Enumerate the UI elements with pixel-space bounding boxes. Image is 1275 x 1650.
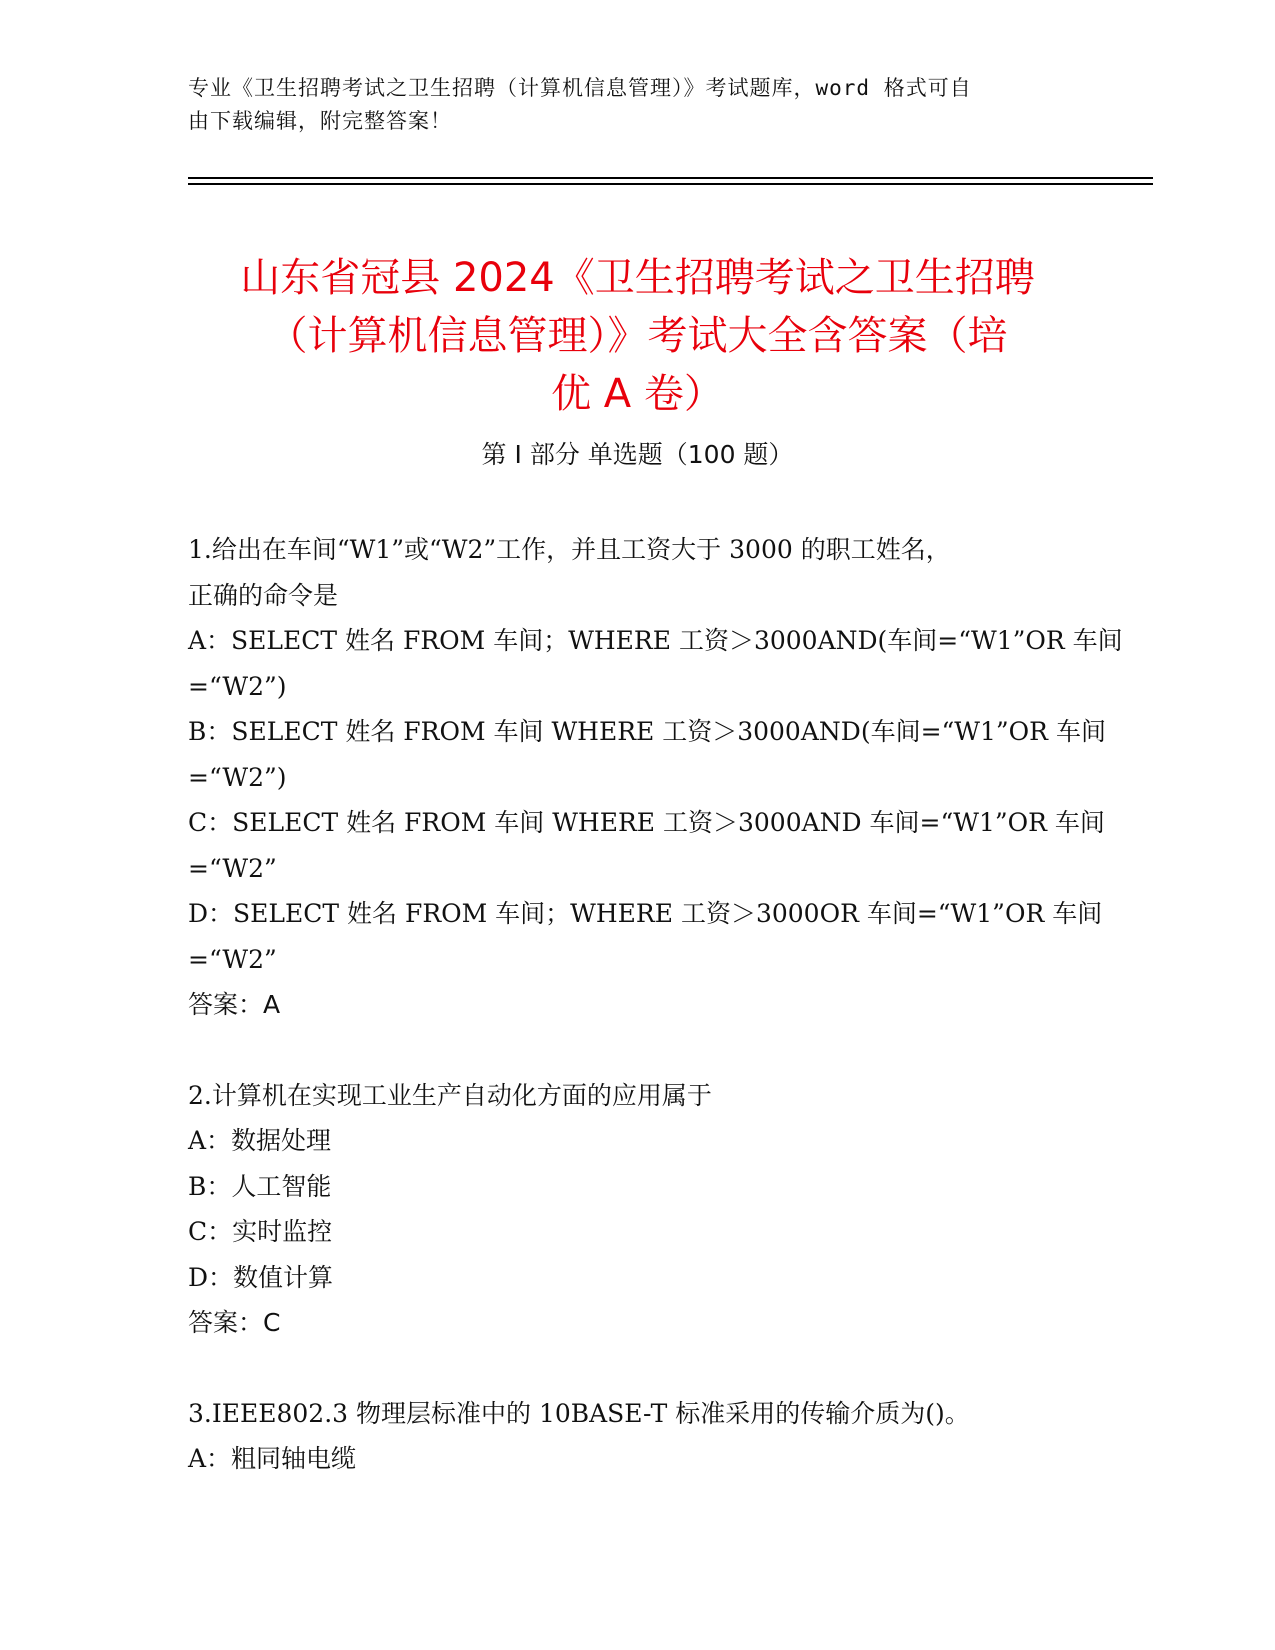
question-item (188, 1073, 1078, 1346)
title-line-1: 山东省冠县 2024《卫生招聘考试之卫生招聘 (240, 254, 1035, 301)
option-line: A：数据处理 (188, 1126, 332, 1155)
question-item (188, 527, 1123, 1028)
document-title (150, 249, 1125, 423)
option-line: C：实时监控 (188, 1217, 333, 1246)
header-note-line-1: 专业《卫生招聘考试之卫生招聘（计算机信息管理）》考试题库，word 格式可自 (188, 76, 972, 100)
question-stem (188, 1073, 1078, 1119)
header-divider-bottom (188, 183, 1153, 185)
question-item (188, 1391, 1078, 1482)
option-line: D：SELECT 姓名 FROM 车间；WHERE 工资＞3000OR 车间=“W1”OR 车间 (188, 899, 1103, 928)
option-line: =“W2”) (188, 671, 287, 701)
question-stem (188, 527, 1078, 618)
option-c (188, 800, 1105, 891)
option-a (188, 1118, 1078, 1164)
option-line: =“W2” (188, 853, 277, 883)
question-stem (188, 1391, 1078, 1437)
section-heading: 第 I 部分 单选题（100 题） (481, 440, 794, 469)
title-line-3: 优 A 卷） (551, 370, 724, 417)
answer-label: 答案：C (188, 1308, 281, 1337)
question-stem-line: 1.给出在车间“W1”或“W2”工作，并且工资大于 3000 的职工姓名， (188, 535, 951, 564)
option-d (188, 891, 1103, 982)
option-line: A：SELECT 姓名 FROM 车间；WHERE 工资＞3000AND(车间=“W1”OR 车间 (188, 626, 1123, 655)
option-a (188, 1436, 1078, 1482)
question-stem-line: 3.IEEE802.3 物理层标准中的 10BASE-T 标准采用的传输介质为()。 (188, 1398, 970, 1428)
option-line: =“W2”) (188, 762, 287, 792)
option-line: D：数值计算 (188, 1262, 334, 1292)
header-note-line-2: 由下载编辑，附完整答案！ (188, 109, 452, 133)
option-d (188, 1255, 1078, 1301)
question-stem-line: 2.计算机在实现工业生产自动化方面的应用属于 (188, 1080, 712, 1110)
option-line: B：SELECT 姓名 FROM 车间 WHERE 工资＞3000AND(车间=“W1”OR 车间 (188, 717, 1106, 746)
option-line: C：SELECT 姓名 FROM 车间 WHERE 工资＞3000AND 车间=“W1”OR 车间 (188, 808, 1105, 837)
option-a (188, 618, 1123, 709)
question-list (188, 527, 1123, 1482)
option-line: B：人工智能 (188, 1171, 332, 1201)
title-line-2: （计算机信息管理）》考试大全含答案（培 (267, 312, 1008, 359)
question-stem-line: 正确的命令是 (188, 580, 339, 610)
option-b (188, 709, 1106, 800)
option-c (188, 1209, 1078, 1255)
document-header-note (188, 72, 1068, 138)
option-line: A：粗同轴电缆 (188, 1444, 357, 1473)
header-divider-top (188, 177, 1153, 179)
option-line: =“W2” (188, 944, 277, 974)
option-b (188, 1164, 1078, 1210)
answer-label: 答案：A (188, 990, 281, 1019)
